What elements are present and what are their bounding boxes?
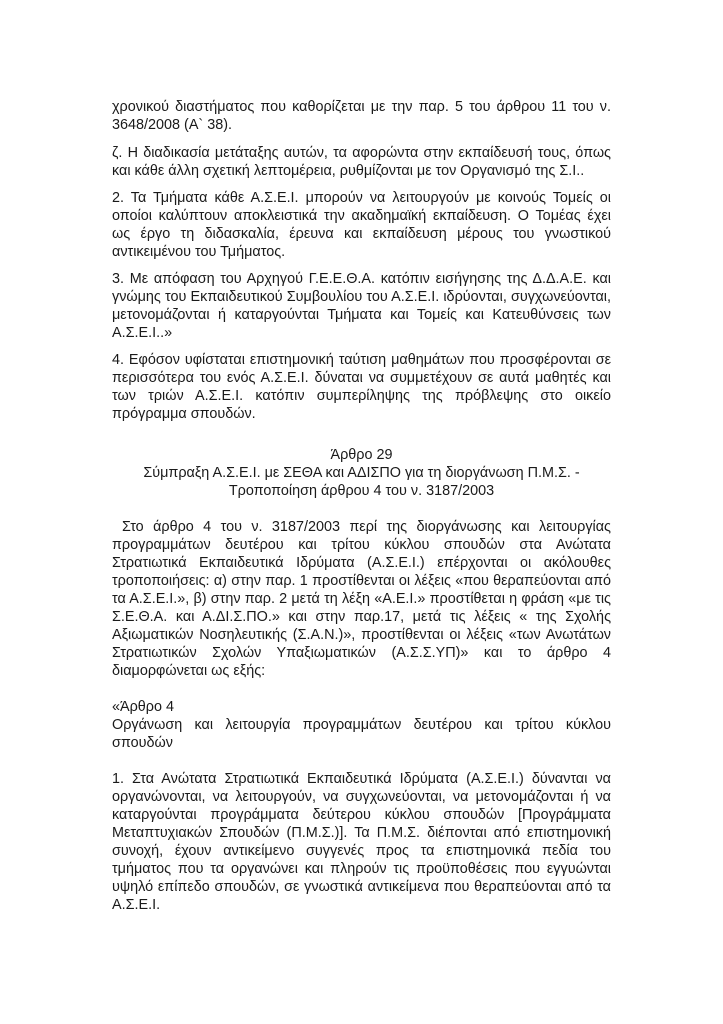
paragraph-2: 2. Τα Τμήματα κάθε Α.Σ.Ε.Ι. μπορούν να λειτουργούν με κοινούς Τομείς οι οποίοι καλύπτουν αποκλειστικά την ακαδημαϊκή εκπαίδευση. Ο Τομέας έχει ως έργο τη διδασκαλία, έρευνα και εκπαίδευση μέρους του γνωστικού αντικειμένου του Τμήματος.	[112, 190, 611, 260]
article-29-heading	[112, 446, 611, 500]
paragraph-z: ζ. Η διαδικασία μετάταξης αυτών, τα αφορώντα στην εκπαίδευσή τους, όπως και κάθε άλλη σχετική λεπτομέρεια, ρυθμίζονται με τον Οργανισμό της Σ.Ι..	[112, 145, 611, 179]
quoted-article-title: Οργάνωση και λειτουργία προγραμμάτων δευτέρου και τρίτου κύκλου σπουδών	[112, 717, 611, 751]
article-29-number: Άρθρο 29	[330, 447, 393, 463]
paragraph-prev-tail: χρονικού διαστήματος που καθορίζεται με την παρ. 5 του άρθρου 11 του ν. 3648/2008 (Α` 38).	[112, 99, 611, 133]
article-29-body: Στο άρθρο 4 του ν. 3187/2003 περί της διοργάνωσης και λειτουργίας προγραμμάτων δευτέρου και τρίτου κύκλου σπουδών στα Ανώτατα Στρατιωτικά Εκπαιδευτικά Ιδρύματα (Α.Σ.Ε.Ι.) επέρχονται οι ακόλουθες τροποποιήσεις: α) στην παρ. 1 προστίθενται οι λέξεις «που θεραπεύονται από τα Α.Σ.Ε.Ι.», β) στην παρ. 2 μετά τη λέξη «Α.Ε.Ι.» προστίθεται η φράση «με τις Σ.Ε.Θ.Α. και Α.ΔΙ.Σ.ΠΟ.» και στην παρ.17, μετά τις λέξεις « της Σχολής Αξιωματικών Νοσηλευτικής (Σ.Α.Ν.)», προστίθενται οι λέξεις «των Ανωτάτων Στρατιωτικών Σχολών Υπαξιωματικών (Α.Σ.Σ.ΥΠ)» και το άρθρο 4 διαμορφώνεται ως εξής:	[112, 519, 611, 679]
article-29-title-line1: Σύμπραξη Α.Σ.Ε.Ι. με ΣΕΘΑ και ΑΔΙΣΠΟ για τη διοργάνωση Π.Μ.Σ. -	[143, 465, 580, 481]
paragraph-3: 3. Με απόφαση του Αρχηγού Γ.Ε.Ε.Θ.Α. κατόπιν εισήγησης της Δ.Δ.Α.Ε. και γνώμης του Εκπαιδευτικού Συμβουλίου του Α.Σ.Ε.Ι. ιδρύονται, συγχωνεύονται, μετονομάζονται ή καταργούνται Τμήματα και Τομείς και Κατευθύνσεις των Α.Σ.Ε.Ι..»	[112, 271, 611, 341]
quoted-article-number: «Άρθρο 4	[112, 699, 174, 715]
article-29-title-line2: Τροποποίηση άρθρου 4 του ν. 3187/2003	[228, 483, 495, 499]
quoted-paragraph-1: 1. Στα Ανώτατα Στρατιωτικά Εκπαιδευτικά Ιδρύματα (Α.Σ.Ε.Ι.) δύνανται να οργανώνονται, να λειτουργούν, να συγχωνεύονται, να μετονομάζονται ή να καταργούνται προγράμματα δεύτερου κύκλου σπουδών [Προγράμματα Μεταπτυχιακών Σπουδών (Π.Μ.Σ.)]. Τα Π.Μ.Σ. διέπονται από επιστημονική συνοχή, έχουν αντικείμενο συγγενές προς τα επιστημονικά πεδία του τμήματος που τα οργανώνει και πληρούν τις προϋποθέσεις που εγγυώνται υψηλό επίπεδο σπουδών, σε γνωστικά αντικείμενα που θεραπεύονται από τα Α.Σ.Ε.Ι.	[112, 771, 611, 913]
paragraph-4: 4. Εφόσον υφίσταται επιστημονική ταύτιση μαθημάτων που προσφέρονται σε περισσότερα του ενός Α.Σ.Ε.Ι. δύναται να συμμετέχουν σε αυτά μαθητές και των τριών Α.Σ.Ε.Ι. κατόπιν συμπερίληψης της πρόβλεψης στο οικείο πρόγραμμα σπουδών.	[112, 352, 611, 422]
